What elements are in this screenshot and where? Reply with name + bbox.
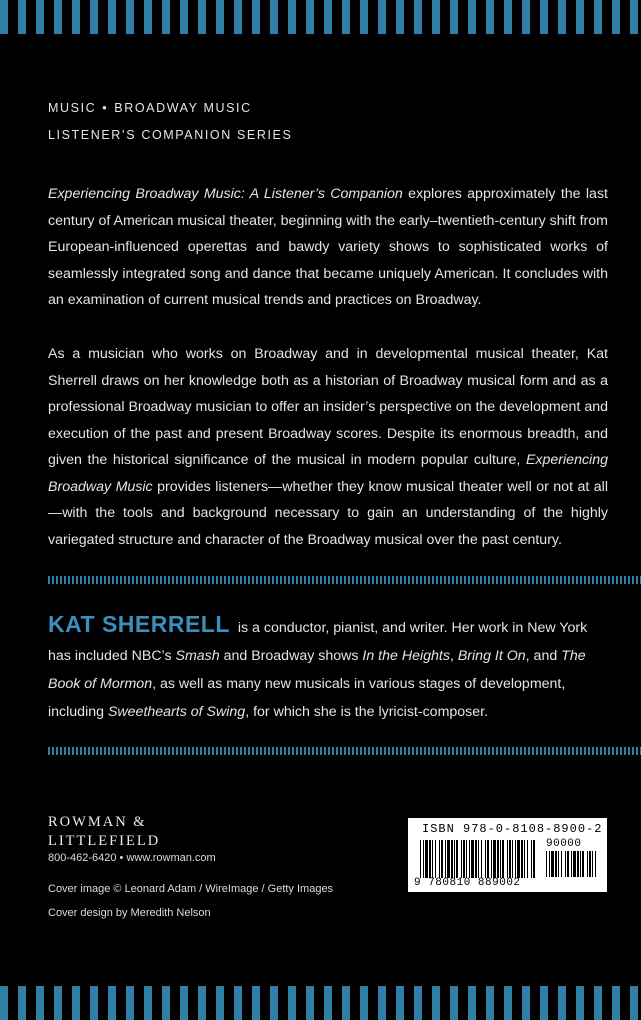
cover-image-credit: Cover image © Leonard Adam / WireImage / Getty Images: [48, 883, 334, 895]
barcode-bar: [445, 840, 446, 878]
barcode-bar: [512, 840, 513, 878]
description-text-2b: provides listeners—whether they know musical theater well or not at all—with the tools and background necessary to gain an understanding of the highly variegated structure and character of the Broadway musical over the past century.: [48, 478, 608, 548]
barcode-bar: [515, 840, 516, 878]
author-bio: [48, 610, 608, 726]
barcode-bar: [466, 840, 467, 878]
publisher-contact: 800-462-6420 • www.rowman.com: [48, 852, 216, 864]
barcode-bar: [441, 840, 443, 878]
barcode-bar: [558, 851, 559, 877]
barcode-bar: [491, 840, 492, 878]
barcode-bar: [432, 840, 433, 878]
bio-text: and Broadway shows: [219, 648, 363, 664]
barcode-bar: [500, 840, 501, 878]
price-code: 90000: [546, 838, 582, 850]
barcode-bar: [456, 840, 458, 878]
barcode-bar: [577, 851, 579, 877]
barcode-bar: [521, 840, 523, 878]
barcode-bar: [524, 840, 525, 878]
publisher-logo: [48, 813, 160, 851]
top-stripe-border: [0, 0, 641, 34]
barcode-bar: [587, 851, 588, 877]
barcode-bar: [567, 851, 569, 877]
barcode-bar: [533, 840, 535, 878]
bio-show-title: In the Heights: [362, 648, 450, 664]
barcode-bar: [546, 851, 547, 877]
barcode-bar: [423, 840, 424, 878]
divider-bottom: [48, 747, 641, 755]
price-barcode-bars: [546, 851, 598, 877]
barcode-bar: [429, 840, 431, 878]
barcode-bar: [582, 851, 584, 877]
series-category-music: MUSIC: [48, 101, 97, 115]
series-line-1: [48, 95, 292, 122]
barcode-bar: [507, 840, 508, 878]
barcode-bar: [454, 840, 455, 878]
bio-text: is a conductor, pianist, and writer. Her work in New York has included NBC’s: [48, 620, 588, 664]
barcode-bar: [425, 840, 428, 878]
bio-text: , as well as many new musicals in various stages of development, including: [48, 676, 566, 720]
bio-text: , for which she is the lyricist-composer.: [245, 704, 489, 720]
bio-show-title: Bring It On: [457, 648, 526, 664]
description-text-2a: As a musician who works on Broadway and in developmental musical theater, Kat Sherrell draws on her knowledge both as a historian of Broadway musical form and as a professional Broadway musician to offer an insider’s perspective on the development and execution of the past and present Broadway scores. Despite its enormous breadth, and given the historical significance of the musical in modern popular culture,: [48, 346, 608, 468]
barcode-bar: [589, 851, 591, 877]
barcode-bar: [517, 840, 520, 878]
barcode-bar: [487, 840, 489, 878]
barcode-bar: [475, 840, 477, 878]
barcode-bar: [571, 851, 572, 877]
barcode-bar: [580, 851, 581, 877]
barcode-bar: [447, 840, 450, 878]
book-title-short: Experiencing Broadway Music: [48, 452, 608, 495]
barcode-bar: [592, 851, 593, 877]
barcode-bar: [471, 840, 474, 878]
description-paragraph-2: [48, 341, 608, 553]
series-line-2: LISTENER’S COMPANION SERIES: [48, 128, 293, 142]
barcode-bar: [478, 840, 479, 878]
bio-text: ,: [449, 648, 458, 664]
barcode-bar: [485, 840, 486, 878]
barcode-bar: [531, 840, 532, 878]
bottom-stripe-border: [0, 986, 641, 1020]
publisher-line-1: ROWMAN &: [48, 814, 147, 830]
barcode-bar: [561, 851, 562, 877]
barcode-bar: [493, 840, 496, 878]
barcode-bar: [469, 840, 470, 878]
barcode-bar: [509, 840, 511, 878]
barcode-bar: [549, 851, 550, 877]
barcode-bar: [461, 840, 462, 878]
barcode-bar: [565, 851, 566, 877]
series-category-broadway: BROADWAY MUSIC: [114, 101, 252, 115]
book-title: Experiencing Broadway Music: A Listener’s Companion: [48, 186, 403, 202]
ean-barcode-bars: [420, 840, 538, 878]
barcode-bar: [527, 840, 528, 878]
barcode-bar: [451, 840, 453, 878]
isbn-number: ISBN 978-0-8108-8900-2: [422, 822, 603, 836]
barcode-bar: [481, 840, 482, 878]
cover-design-credit: Cover design by Meredith Nelson: [48, 907, 211, 919]
publisher-line-2: LITTLEFIELD: [48, 833, 161, 849]
barcode-bar: [439, 840, 440, 878]
barcode-bar: [435, 840, 436, 878]
barcode-bar: [497, 840, 499, 878]
barcode-bar: [595, 851, 596, 877]
description-text-1: explores approximately the last century of American musical theater, beginning with the early–twentieth-century shift from European-influenced operettas and bawdy variety shows to sophisticated works of seamlessly integrated song and dance that became uniquely American. It concludes with an examination of current musical trends and practices on Broadway.: [48, 186, 608, 308]
bio-show-title: The Book of Mormon: [48, 648, 586, 692]
bio-text: , and: [525, 648, 562, 664]
barcode-bar: [463, 840, 465, 878]
description-paragraph-1: [48, 181, 608, 314]
barcode-bar: [555, 851, 557, 877]
barcode-bar: [551, 851, 554, 877]
ean-digits: 9 780810 889002: [414, 877, 521, 889]
barcode-bar: [573, 851, 576, 877]
isbn-barcode: [408, 818, 607, 892]
author-name: KAT SHERRELL: [48, 611, 230, 637]
bio-show-title: Smash: [175, 648, 220, 664]
bullet-icon: •: [102, 101, 109, 115]
barcode-bar: [502, 840, 504, 878]
divider-top: [48, 576, 641, 584]
series-label: [48, 95, 292, 149]
bio-show-title: Sweethearts of Swing: [107, 704, 246, 720]
barcode-bar: [420, 840, 421, 878]
